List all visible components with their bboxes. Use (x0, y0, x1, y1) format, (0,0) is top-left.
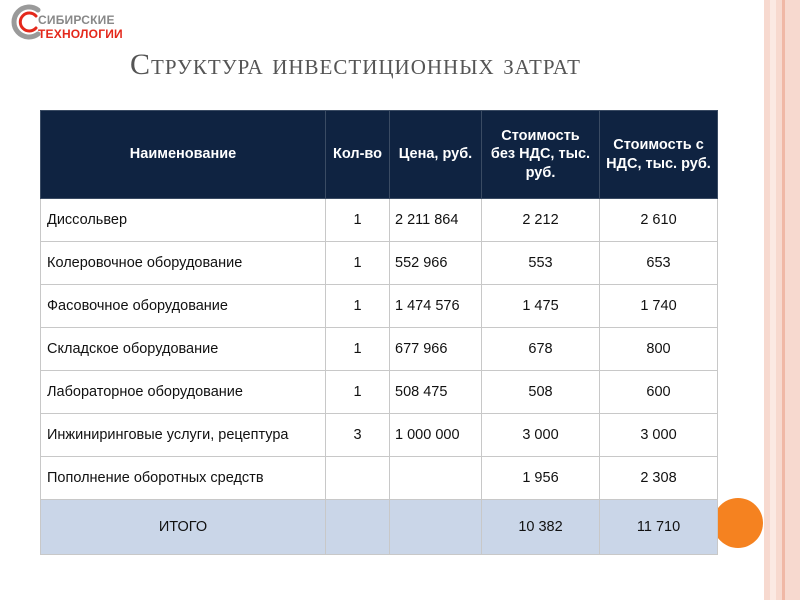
cell-cost-no-vat: 3 000 (482, 414, 600, 457)
investment-table (40, 110, 718, 555)
cell-qty: 1 (326, 199, 390, 242)
cell-name: Складское оборудование (41, 328, 326, 371)
table-row (41, 457, 718, 500)
cell-cost-vat: 800 (600, 328, 718, 371)
cell-qty: 3 (326, 414, 390, 457)
cell-cost-no-vat: 1 475 (482, 285, 600, 328)
cell-cost-vat: 2 610 (600, 199, 718, 242)
cell-cost-vat: 1 740 (600, 285, 718, 328)
decorative-stripe (770, 0, 776, 600)
column-header-qty: Кол-во (326, 111, 390, 199)
cell-total-label: ИТОГО (41, 500, 326, 555)
cell-qty: 1 (326, 285, 390, 328)
cell-price: 508 475 (390, 371, 482, 414)
cell-name: Пополнение оборотных средств (41, 457, 326, 500)
cell-price: 552 966 (390, 242, 482, 285)
cell-qty: 1 (326, 371, 390, 414)
logo-text-line1: СИБИРСКИЕ (38, 13, 115, 27)
cell-name: Колеровочное оборудование (41, 242, 326, 285)
column-header-price: Цена, руб. (390, 111, 482, 199)
cell-qty (326, 457, 390, 500)
cell-price: 2 211 864 (390, 199, 482, 242)
table-header-row (41, 111, 718, 199)
cell-total-cost-vat: 11 710 (600, 500, 718, 555)
page-title: Структура инвестиционных затрат (130, 48, 582, 81)
cell-cost-no-vat: 553 (482, 242, 600, 285)
cell-price: 677 966 (390, 328, 482, 371)
cell-name: Фасовочное оборудование (41, 285, 326, 328)
cell-cost-no-vat: 2 212 (482, 199, 600, 242)
column-header-cost-no-vat: Стоимость без НДС, тыс. руб. (482, 111, 600, 199)
cell-cost-vat: 653 (600, 242, 718, 285)
cell-name: Диссольвер (41, 199, 326, 242)
table-row (41, 371, 718, 414)
cell-total-qty (326, 500, 390, 555)
cell-cost-no-vat: 678 (482, 328, 600, 371)
table-row (41, 414, 718, 457)
column-header-cost-vat: Стоимость с НДС, тыс. руб. (600, 111, 718, 199)
cell-price: 1 474 576 (390, 285, 482, 328)
table-total-row (41, 500, 718, 555)
cell-cost-vat: 2 308 (600, 457, 718, 500)
table-row (41, 285, 718, 328)
company-logo (8, 2, 138, 44)
cell-price: 1 000 000 (390, 414, 482, 457)
cell-cost-no-vat: 1 956 (482, 457, 600, 500)
table-row (41, 328, 718, 371)
cell-cost-no-vat: 508 (482, 371, 600, 414)
cell-qty: 1 (326, 328, 390, 371)
decorative-circle (713, 498, 763, 548)
cell-name: Лабораторное оборудование (41, 371, 326, 414)
cell-name: Инжиниринговые услуги, рецептура (41, 414, 326, 457)
decorative-stripe (782, 0, 785, 600)
column-header-name: Наименование (41, 111, 326, 199)
table-row (41, 242, 718, 285)
table-row (41, 199, 718, 242)
cell-total-price (390, 500, 482, 555)
cell-total-cost-no-vat: 10 382 (482, 500, 600, 555)
cell-cost-vat: 600 (600, 371, 718, 414)
logo-text-line2: ТЕХНОЛОГИИ (38, 27, 123, 41)
cell-price (390, 457, 482, 500)
cell-cost-vat: 3 000 (600, 414, 718, 457)
cell-qty: 1 (326, 242, 390, 285)
